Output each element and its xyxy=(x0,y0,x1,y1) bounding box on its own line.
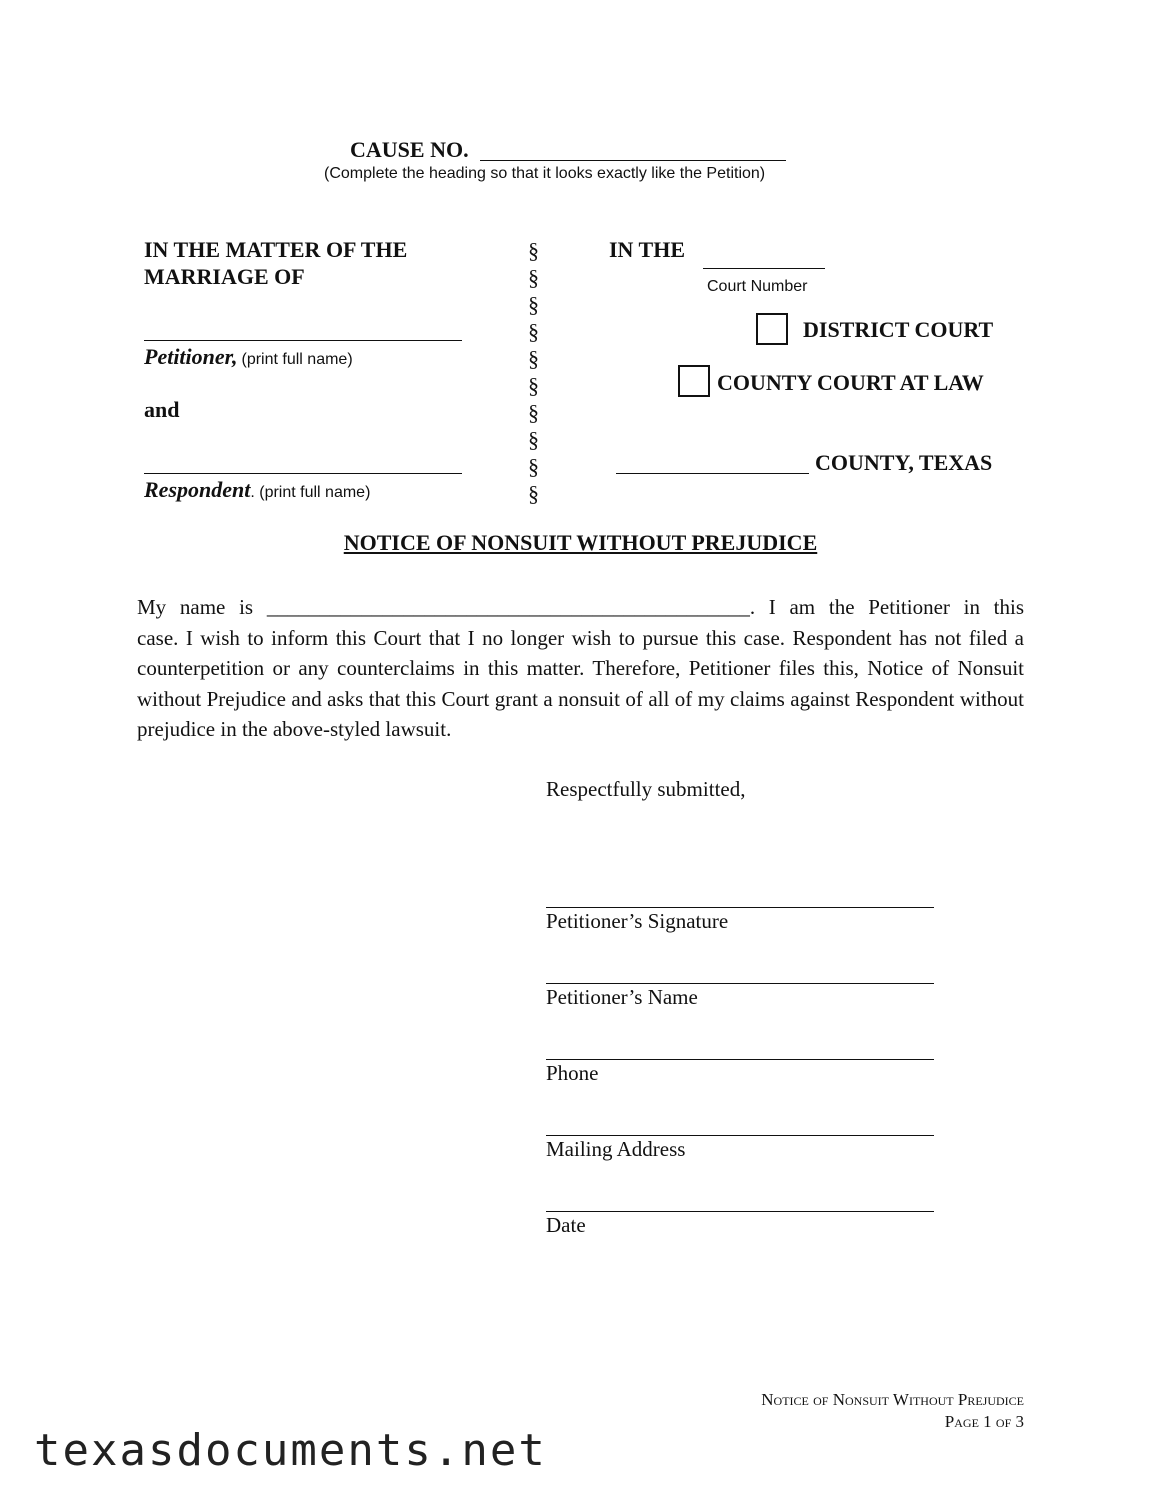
in-the-label: IN THE xyxy=(609,237,686,262)
my-name-is: My name is xyxy=(137,595,254,619)
mailing-address-line[interactable] xyxy=(546,1135,934,1136)
signature-line[interactable] xyxy=(546,907,934,908)
cause-number-label: CAUSE NO. xyxy=(350,137,469,162)
petitioner-label: Petitioner, xyxy=(144,344,238,369)
petitioner-hint: (print full name) xyxy=(241,351,353,368)
heading-instruction: (Complete the heading so that it looks exactly like the Petition) xyxy=(324,165,766,182)
court-number-field[interactable] xyxy=(703,268,825,269)
cause-number-field[interactable] xyxy=(480,160,786,161)
petitioner-name-label: Petitioner’s Name xyxy=(546,985,698,1009)
respondent-name-field[interactable] xyxy=(144,473,462,474)
closing-text: Respectfully submitted, xyxy=(546,777,746,801)
matter-line-2: MARRIAGE OF xyxy=(144,264,305,289)
section-symbol: § xyxy=(528,238,539,263)
petitioner-statement: . I am the Petitioner in this xyxy=(749,595,1024,619)
petitioner-name-line[interactable] xyxy=(546,983,934,984)
district-court-label: DISTRICT COURT xyxy=(803,317,994,342)
respondent-label: Respondent xyxy=(144,477,251,502)
body-paragraph xyxy=(137,592,1024,745)
respondent-hint: . (print full name) xyxy=(250,484,371,501)
section-symbol: § xyxy=(528,346,539,371)
section-symbol: § xyxy=(528,427,539,452)
phone-line[interactable] xyxy=(546,1059,934,1060)
section-symbol: § xyxy=(528,373,539,398)
and-label: and xyxy=(144,397,180,422)
section-symbol: § xyxy=(528,400,539,425)
footer-form-title: Notice of Nonsuit Without Prejudice xyxy=(761,1390,1024,1409)
section-symbol: § xyxy=(528,319,539,344)
county-texas-label: COUNTY, TEXAS xyxy=(815,450,993,475)
section-symbol: § xyxy=(528,292,539,317)
section-symbol: § xyxy=(528,481,539,506)
phone-label: Phone xyxy=(546,1061,599,1085)
section-symbol: § xyxy=(528,265,539,290)
matter-line-1: IN THE MATTER OF THE xyxy=(144,237,408,262)
county-court-at-law-checkbox[interactable] xyxy=(678,365,710,397)
body-paragraph-rest: case. I wish to inform this Court that I no longer wish to pursue this case. Respondent has not filed a counterpetition or any counterclaims in this matter. Therefore, Petitioner files this, Notice of Nonsuit without Prejudice and asks that this Court grant a nonsuit of all of my claims against Respondent without prejudice in the above-styled lawsuit. xyxy=(137,625,1024,741)
footer-page-number: Page 1 of 3 xyxy=(944,1412,1024,1431)
body-first-line xyxy=(137,592,1024,623)
section-symbol: § xyxy=(528,454,539,479)
mailing-address-label: Mailing Address xyxy=(546,1137,686,1161)
county-name-field[interactable] xyxy=(616,473,809,474)
document-title: NOTICE OF NONSUIT WITHOUT PREJUDICE xyxy=(343,530,818,555)
date-line[interactable] xyxy=(546,1211,934,1212)
signature-label: Petitioner’s Signature xyxy=(546,909,729,933)
petitioner-caption xyxy=(144,344,353,370)
court-number-label: Court Number xyxy=(707,278,808,295)
date-label: Date xyxy=(546,1213,586,1237)
watermark-text: texasdocuments.net xyxy=(34,1425,547,1476)
petitioner-name-blank[interactable]: ______________________________________________ xyxy=(266,595,750,619)
respondent-caption xyxy=(144,477,370,503)
petitioner-name-field[interactable] xyxy=(144,340,462,341)
county-court-at-law-label: COUNTY COURT AT LAW xyxy=(717,370,984,395)
district-court-checkbox[interactable] xyxy=(756,313,788,345)
